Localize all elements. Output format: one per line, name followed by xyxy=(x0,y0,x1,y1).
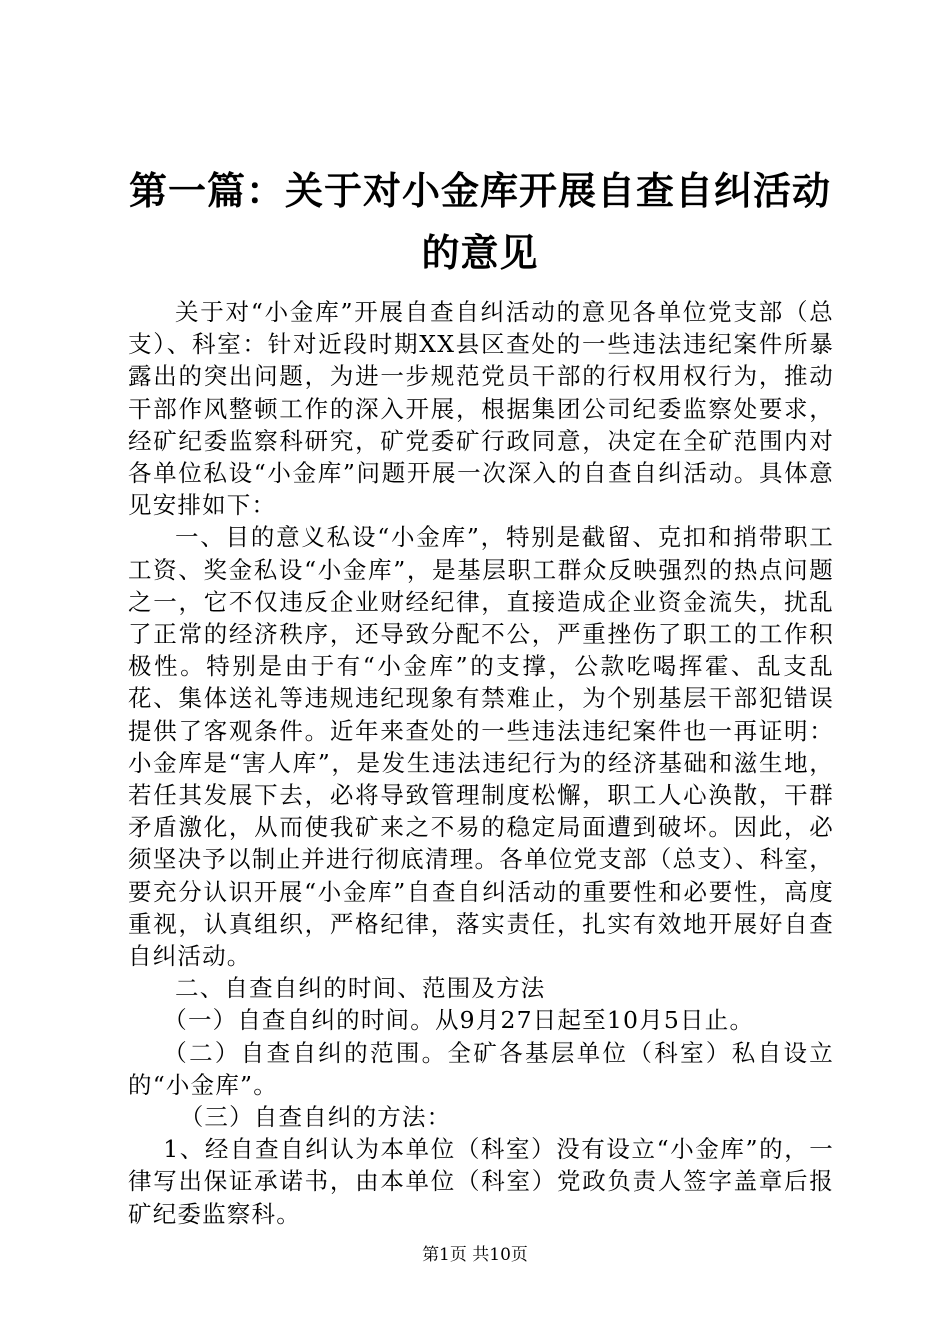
document-title: 第一篇：关于对小金库开展自查自纠活动的意见 xyxy=(128,168,831,275)
paragraph-purpose: 一、目的意义私设“小金库”，特别是截留、克扣和捎带职工工资、奖金私设“小金库”，是基层职工群众反映强烈的热点问题之一，它不仅违反企业财经纪律，直接造成企业资金流失，扰乱了正常的经济秩序，还导致分配不公，严重挫伤了职工的工作积极性。特别是由于有“小金库”的支撑，公款吃喝挥霍、乱支乱花、集体送礼等违规违纪现象有禁难止，为个别基层干部犯错误提供了客观条件。近年来查处的一些违法违纪案件也一再证明：小金库是“害人库”，是发生违法违纪行为的经济基础和滋生地，若任其发展下去，必将导致管理制度松懈，职工人心涣散，干群矛盾激化，从而使我矿来之不易的稳定局面遭到破坏。因此，必须坚决予以制止并进行彻底清理。各单位党支部（总支）、科室，要充分认识开展“小金库”自查自纠活动的重要性和必要性，高度重视，认真组织，严格纪律，落实责任，扎实有效地开展好自查自纠活动。 xyxy=(128,523,834,971)
paragraph-time: （一）自查自纠的时间。从9月27日起至10月5日止。 xyxy=(163,1006,755,1035)
paragraph-intro: 关于对“小金库”开展自查自纠活动的意见各单位党支部（总支）、科室：针对近段时期XX县区查处的一些违法违纪案件所暴露出的突出问题，为进一步规范党员干部的行权用权行为，推动干部作风整顿工作的深入开展，根据集团公司纪委监察处要求，经矿纪委监察科研究，矿党委矿行政同意，决定在全矿范围内对各单位私设“小金库”问题开展一次深入的自查自纠活动。具体意见安排如下： xyxy=(128,298,834,520)
document-body xyxy=(128,296,834,1230)
section-heading-2: 二、自查自纠的时间、范围及方法 xyxy=(175,974,546,1003)
paragraph-method-heading: （三）自查自纠的方法： xyxy=(179,1103,452,1132)
page-number-footer: 第1页 共10页 xyxy=(422,1245,528,1265)
paragraph-scope: （二）自查自纠的范围。全矿各基层单位（科室）私自设立的“小金库”。 xyxy=(128,1038,834,1099)
paragraph-method-1: 1、经自查自纠认为本单位（科室）没有设立“小金库”的，一律写出保证承诺书，由本单位（科室）党政负责人签字盖章后报矿纪委监察科。 xyxy=(128,1135,834,1228)
